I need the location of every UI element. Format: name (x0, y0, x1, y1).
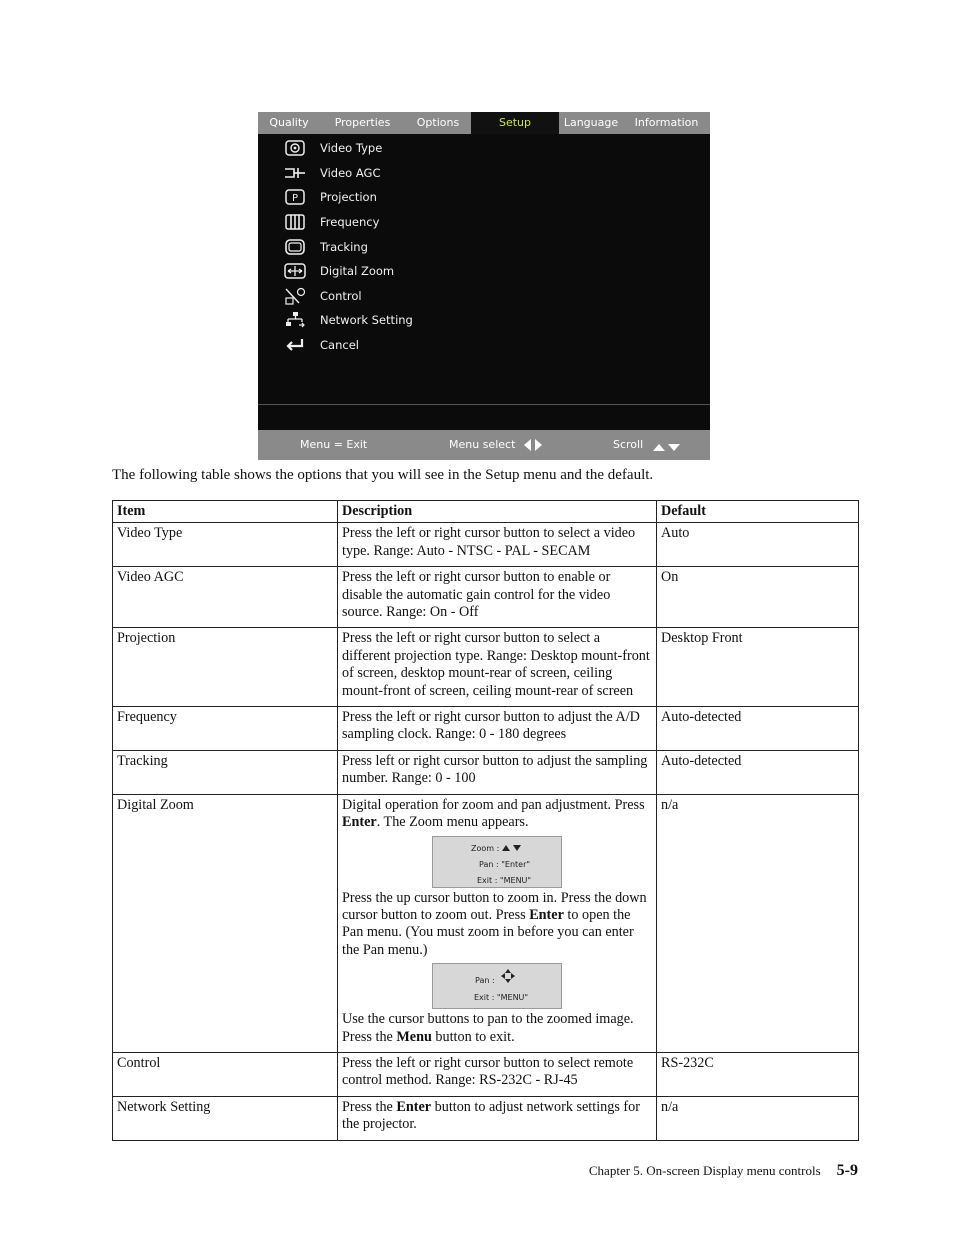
osd-menu-list (284, 136, 413, 357)
cell-description (338, 794, 657, 1052)
cell-default: Auto-detected (657, 750, 859, 794)
header-item: Item (113, 501, 338, 523)
cell-description: Press the left or right cursor button to enable or disable the automatic gain control for the video source. Range: On - Off (338, 567, 657, 628)
table-row (113, 567, 859, 628)
video-agc-icon (284, 165, 306, 181)
page-number: 5-9 (836, 1162, 858, 1179)
text-run: Use the cursor buttons to pan to the zoomed image. Press the (342, 1011, 634, 1045)
osd-item-network-setting (284, 308, 413, 333)
pan-enter-line: Pan : "Enter" (479, 859, 531, 869)
cell-item: Network Setting (113, 1096, 338, 1140)
osd-item-label: Video Type (320, 141, 383, 156)
enter-key-label: Enter (342, 814, 377, 831)
text-run: Digital operation for zoom and pan adjustment. Press (342, 796, 645, 813)
pan-line: Pan : (475, 976, 495, 986)
osd-tab-setup: Setup (471, 112, 559, 134)
cell-default: n/a (657, 794, 859, 1052)
enter-key-label: Enter (529, 906, 564, 923)
cell-item: Frequency (113, 707, 338, 751)
text-run: Press the up cursor button to zoom in. Press the down cursor button to zoom out. Press (342, 889, 647, 923)
cell-item: Video AGC (113, 567, 338, 628)
enter-key-label: Enter (396, 1098, 432, 1115)
network-setting-icon (284, 312, 306, 328)
cell-description: Press the left or right cursor button to adjust the A/D sampling clock. Range: 0 - 180 degrees (338, 707, 657, 751)
chapter-title: Chapter 5. On-screen Display menu controls (588, 1163, 821, 1178)
cell-item: Video Type (113, 523, 338, 567)
osd-item-label: Video AGC (320, 165, 381, 180)
osd-item-label: Tracking (320, 239, 368, 254)
table-row (113, 523, 859, 567)
page-footer (589, 1162, 858, 1180)
osd-footer-menu-exit: Menu = Exit (300, 438, 368, 451)
osd-tab-language: Language (563, 116, 619, 129)
osd-item-cancel (284, 333, 413, 358)
cell-item: Control (113, 1052, 338, 1096)
text-run: Press the (342, 1098, 397, 1115)
cell-description: Press left or right cursor button to adjust the sampling number. Range: 0 - 100 (338, 750, 657, 794)
osd-divider (258, 404, 710, 405)
text-run: button to adjust network settings for the projector. (342, 1098, 640, 1133)
cell-item: Digital Zoom (113, 794, 338, 1052)
pan-menu-image (432, 963, 562, 1009)
header-description: Description (338, 501, 657, 523)
four-way-arrows-icon (501, 969, 515, 989)
header-default: Default (657, 501, 859, 523)
tracking-icon (284, 239, 306, 255)
text-run: button to exit. (431, 1028, 515, 1045)
osd-footer-scroll: Scroll (613, 438, 644, 451)
left-right-arrows-icon (523, 438, 543, 457)
cell-default: Auto-detected (657, 707, 859, 751)
text-run: to open the Pan menu. (You must zoom in before you can enter the Pan menu.) (342, 906, 634, 958)
osd-item-projection (284, 185, 413, 210)
setup-options-table (112, 500, 859, 1141)
projection-icon (284, 189, 306, 205)
frequency-icon (284, 214, 306, 230)
osd-item-video-agc (284, 161, 413, 186)
osd-tab-quality: Quality (269, 116, 309, 129)
video-type-icon (284, 140, 306, 156)
table-row (113, 628, 859, 707)
osd-item-label: Projection (320, 190, 377, 205)
osd-item-label: Cancel (320, 338, 359, 353)
osd-setup-menu-screenshot (258, 112, 710, 460)
cell-default: On (657, 567, 859, 628)
osd-tab-bar (258, 112, 710, 134)
zoom-desc-1 (342, 797, 652, 832)
osd-item-control (284, 284, 413, 309)
table-row (113, 794, 859, 1052)
osd-tab-information: Information (634, 116, 699, 129)
zoom-desc-2 (342, 890, 652, 960)
cell-item: Projection (113, 628, 338, 707)
cell-default: RS-232C (657, 1052, 859, 1096)
zoom-line: Zoom : (471, 843, 500, 853)
osd-item-label: Frequency (320, 215, 380, 230)
osd-item-label: Network Setting (320, 313, 413, 328)
osd-item-digital-zoom (284, 259, 413, 284)
zoom-menu-image (432, 836, 562, 888)
osd-item-label: Digital Zoom (320, 264, 395, 279)
table-row (113, 1052, 859, 1096)
cell-description: Press the left or right cursor button to select a video type. Range: Auto - NTSC - PAL - SECAM (338, 523, 657, 567)
osd-item-frequency (284, 210, 413, 235)
table-row (113, 1096, 859, 1140)
osd-tab-properties: Properties (334, 116, 391, 129)
intro-paragraph: The following table shows the options that you will see in the Setup menu and the default. (112, 467, 654, 483)
exit-menu-line: Exit : "MENU" (474, 993, 529, 1003)
table-header-row (113, 501, 859, 523)
cell-default: Auto (657, 523, 859, 567)
osd-footer-bar (258, 430, 710, 460)
cell-default: Desktop Front (657, 628, 859, 707)
osd-footer-menu-select: Menu select (449, 438, 516, 451)
cancel-icon (284, 337, 306, 353)
menu-key-label: Menu (396, 1028, 432, 1045)
cell-default: n/a (657, 1096, 859, 1140)
cell-description: Press the left or right cursor button to select remote control method. Range: RS-232C - RJ-45 (338, 1052, 657, 1096)
cell-description: Press the left or right cursor button to select a different projection type. Range: Desktop mount-front of screen, desktop mount-rear of screen, ceiling mount-front of screen, ceiling mount-rear of screen (338, 628, 657, 707)
up-down-arrows-icon (652, 439, 682, 457)
osd-tab-options: Options (416, 116, 460, 129)
cell-description (338, 1096, 657, 1140)
table-row (113, 707, 859, 751)
cell-item: Tracking (113, 750, 338, 794)
exit-menu-line: Exit : "MENU" (477, 875, 532, 885)
digital-zoom-icon (284, 263, 306, 279)
text-run: . The Zoom menu appears. (376, 814, 529, 831)
zoom-desc-3 (342, 1011, 652, 1046)
osd-item-tracking (284, 234, 413, 259)
osd-item-video-type (284, 136, 413, 161)
table-row (113, 750, 859, 794)
svg-text:P: P (291, 193, 299, 205)
control-icon (284, 288, 306, 304)
osd-item-label: Control (320, 288, 362, 303)
